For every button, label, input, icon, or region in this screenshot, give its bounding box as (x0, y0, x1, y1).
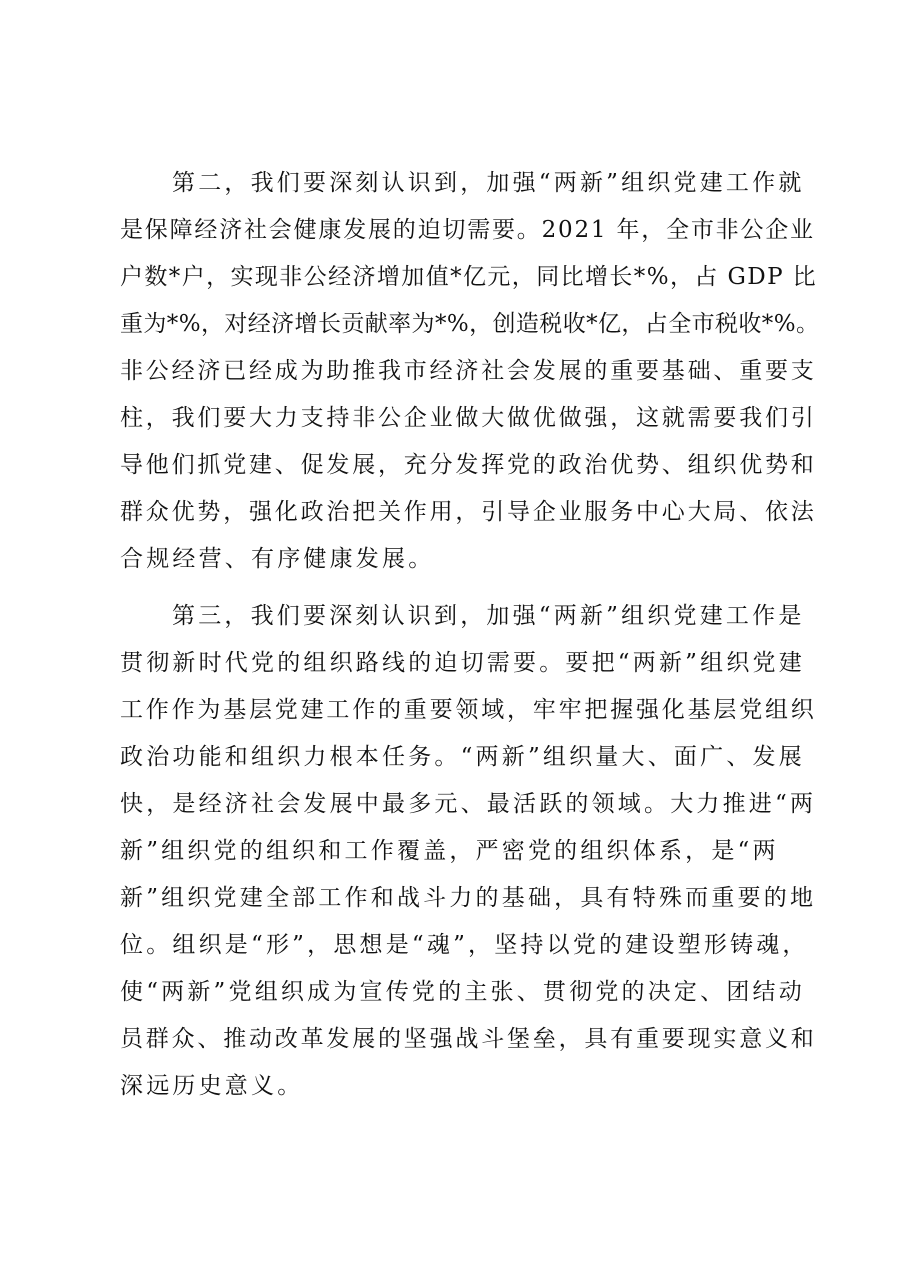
paragraph-line: 柱，我们要大力支持非公企业做大做优做强，这就需要我们引 (120, 405, 817, 431)
paragraph-line: 新”组织党的组织和工作覆盖，严密党的组织体系，是“两 (120, 838, 779, 864)
paragraph-line: 第二，我们要深刻认识到，加强“两新”组织党建工作就 (172, 170, 805, 196)
paragraph-line: 非公经济已经成为助推我市经济社会发展的重要基础、重要支 (120, 358, 817, 384)
paragraph-line: 贯彻新时代党的组织路线的迫切需要。要把“两新”组织党建 (120, 650, 805, 676)
paragraph-line: 是保障经济社会健康发展的迫切需要。2021 年，全市非公企业 (120, 217, 815, 243)
paragraph-line: 深远历史意义。 (120, 1073, 304, 1099)
paragraph-line: 重为*%，对经济增长贡献率为*%，创造税收*亿，占全市税收*%。 (120, 311, 820, 337)
paragraph-line: 位。组织是“形”，思想是“魂”，坚持以党的建设塑形铸魂， (120, 932, 809, 958)
paragraph-line: 新”组织党建全部工作和战斗力的基础，具有特殊而重要的地 (120, 885, 817, 911)
paragraph-line: 合规经营、有序健康发展。 (120, 546, 435, 572)
paragraph-line: 政治功能和组织力根本任务。“两新”组织量大、面广、发展 (120, 744, 805, 770)
paragraph-line: 工作作为基层党建工作的重要领域，牢牢把握强化基层党组织 (120, 697, 817, 723)
paragraph-line: 使“两新”党组织成为宣传党的主张、贯彻党的决定、团结动 (120, 979, 805, 1005)
paragraph-line: 户数*户，实现非公经济增加值*亿元，同比增长*%，占 GDP 比 (120, 264, 818, 290)
paragraph-line: 第三，我们要深刻认识到，加强“两新”组织党建工作是 (172, 603, 805, 629)
paragraph-line: 导他们抓党建、促发展，充分发挥党的政治优势、组织优势和 (120, 452, 817, 478)
paragraph-line: 快，是经济社会发展中最多元、最活跃的领域。大力推进“两 (120, 791, 817, 817)
paragraph-line: 群众优势，强化政治把关作用，引导企业服务中心大局、依法 (120, 499, 817, 525)
paragraph-line: 员群众、推动改革发展的坚强战斗堡垒，具有重要现实意义和 (120, 1026, 817, 1052)
